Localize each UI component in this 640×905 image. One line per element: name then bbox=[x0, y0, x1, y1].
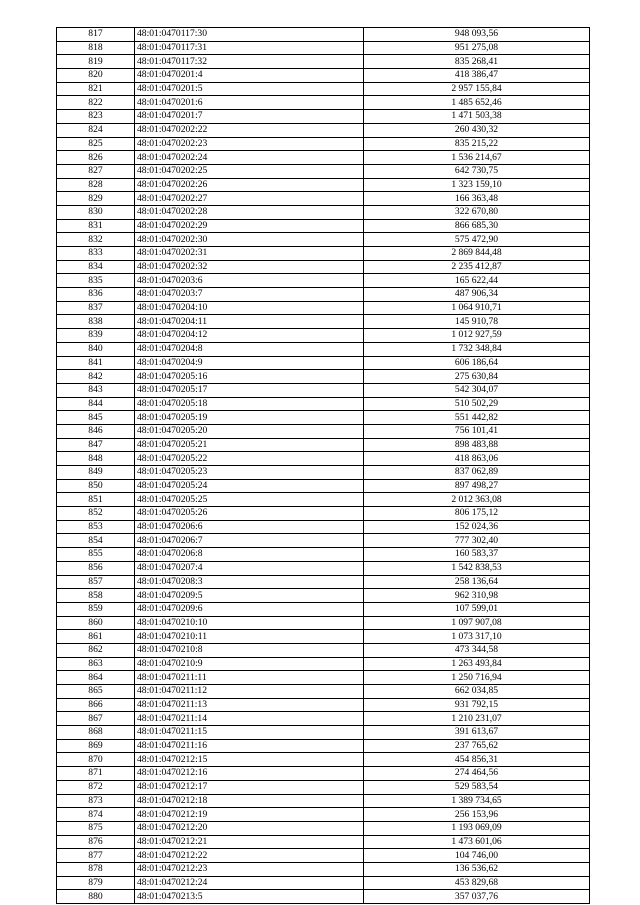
row-number-cell: 835 bbox=[57, 274, 135, 288]
row-number-cell: 843 bbox=[57, 383, 135, 397]
cadastral-number-cell: 48:01:0470211:14 bbox=[135, 712, 364, 726]
cadastral-value-cell: 2 235 412,87 bbox=[364, 260, 590, 274]
table-row bbox=[57, 411, 590, 425]
cadastral-number-cell: 48:01:0470205:26 bbox=[135, 507, 364, 521]
cadastral-value-cell: 2 869 844,48 bbox=[364, 247, 590, 261]
table-row bbox=[57, 356, 590, 370]
table-row bbox=[57, 192, 590, 206]
table-row bbox=[57, 288, 590, 302]
table-row bbox=[57, 876, 590, 890]
row-number-cell: 842 bbox=[57, 370, 135, 384]
cadastral-value-cell: 551 442,82 bbox=[364, 411, 590, 425]
cadastral-number-cell: 48:01:0470209:5 bbox=[135, 589, 364, 603]
row-number-cell: 849 bbox=[57, 466, 135, 480]
cadastral-number-cell: 48:01:0470204:8 bbox=[135, 342, 364, 356]
cadastral-number-cell: 48:01:0470202:27 bbox=[135, 192, 364, 206]
cadastral-value-cell: 951 275,08 bbox=[364, 41, 590, 55]
cadastral-value-cell: 152 024,36 bbox=[364, 520, 590, 534]
cadastral-number-cell: 48:01:0470212:21 bbox=[135, 835, 364, 849]
table-row bbox=[57, 123, 590, 137]
table-row bbox=[57, 260, 590, 274]
row-number-cell: 818 bbox=[57, 41, 135, 55]
cadastral-value-cell: 256 153,96 bbox=[364, 808, 590, 822]
row-number-cell: 872 bbox=[57, 780, 135, 794]
row-number-cell: 819 bbox=[57, 55, 135, 69]
table-row bbox=[57, 726, 590, 740]
row-number-cell: 850 bbox=[57, 479, 135, 493]
cadastral-value-cell: 160 583,37 bbox=[364, 548, 590, 562]
cadastral-number-cell: 48:01:0470212:24 bbox=[135, 876, 364, 890]
row-number-cell: 825 bbox=[57, 137, 135, 151]
cadastral-value-cell: 2 012 363,08 bbox=[364, 493, 590, 507]
cadastral-number-cell: 48:01:0470201:6 bbox=[135, 96, 364, 110]
table-row bbox=[57, 602, 590, 616]
cadastral-value-cell: 1 073 317,10 bbox=[364, 630, 590, 644]
row-number-cell: 826 bbox=[57, 151, 135, 165]
row-number-cell: 844 bbox=[57, 397, 135, 411]
cadastral-number-cell: 48:01:0470207:4 bbox=[135, 561, 364, 575]
cadastral-value-cell: 756 101,41 bbox=[364, 424, 590, 438]
row-number-cell: 847 bbox=[57, 438, 135, 452]
row-number-cell: 864 bbox=[57, 671, 135, 685]
table-row bbox=[57, 301, 590, 315]
row-number-cell: 870 bbox=[57, 753, 135, 767]
table-row bbox=[57, 383, 590, 397]
row-number-cell: 878 bbox=[57, 862, 135, 876]
cadastral-number-cell: 48:01:0470203:6 bbox=[135, 274, 364, 288]
row-number-cell: 820 bbox=[57, 69, 135, 83]
cadastral-value-cell: 473 344,58 bbox=[364, 643, 590, 657]
cadastral-number-cell: 48:01:0470206:7 bbox=[135, 534, 364, 548]
row-number-cell: 876 bbox=[57, 835, 135, 849]
cadastral-value-cell: 510 502,29 bbox=[364, 397, 590, 411]
cadastral-value-cell: 777 302,40 bbox=[364, 534, 590, 548]
cadastral-value-cell: 1 263 493,84 bbox=[364, 657, 590, 671]
cadastral-value-cell: 1 210 231,07 bbox=[364, 712, 590, 726]
cadastral-value-cell: 866 685,30 bbox=[364, 219, 590, 233]
cadastral-value-cell: 642 730,75 bbox=[364, 164, 590, 178]
row-number-cell: 861 bbox=[57, 630, 135, 644]
row-number-cell: 833 bbox=[57, 247, 135, 261]
cadastral-value-cell: 1 250 716,94 bbox=[364, 671, 590, 685]
cadastral-number-cell: 48:01:0470203:7 bbox=[135, 288, 364, 302]
table-row bbox=[57, 315, 590, 329]
cadastral-number-cell: 48:01:0470211:16 bbox=[135, 739, 364, 753]
cadastral-number-cell: 48:01:0470205:16 bbox=[135, 370, 364, 384]
row-number-cell: 822 bbox=[57, 96, 135, 110]
cadastral-value-cell: 104 746,00 bbox=[364, 849, 590, 863]
row-number-cell: 862 bbox=[57, 643, 135, 657]
table-row bbox=[57, 41, 590, 55]
table-row bbox=[57, 479, 590, 493]
cadastral-number-cell: 48:01:0470202:31 bbox=[135, 247, 364, 261]
cadastral-number-cell: 48:01:0470205:18 bbox=[135, 397, 364, 411]
cadastral-number-cell: 48:01:0470212:18 bbox=[135, 794, 364, 808]
cadastral-number-cell: 48:01:0470202:30 bbox=[135, 233, 364, 247]
cadastral-number-cell: 48:01:0470205:19 bbox=[135, 411, 364, 425]
cadastral-value-cell: 275 630,84 bbox=[364, 370, 590, 384]
row-number-cell: 857 bbox=[57, 575, 135, 589]
cadastral-value-cell: 529 583,54 bbox=[364, 780, 590, 794]
table-row bbox=[57, 589, 590, 603]
cadastral-number-cell: 48:01:0470211:15 bbox=[135, 726, 364, 740]
cadastral-value-table bbox=[56, 27, 590, 904]
row-number-cell: 841 bbox=[57, 356, 135, 370]
table-row bbox=[57, 233, 590, 247]
row-number-cell: 837 bbox=[57, 301, 135, 315]
cadastral-number-cell: 48:01:0470202:23 bbox=[135, 137, 364, 151]
table-row bbox=[57, 712, 590, 726]
table-row bbox=[57, 370, 590, 384]
table-row bbox=[57, 452, 590, 466]
table-row bbox=[57, 329, 590, 343]
cadastral-value-cell: 1 473 601,06 bbox=[364, 835, 590, 849]
cadastral-value-cell: 487 906,34 bbox=[364, 288, 590, 302]
cadastral-value-cell: 2 957 155,84 bbox=[364, 82, 590, 96]
cadastral-number-cell: 48:01:0470212:22 bbox=[135, 849, 364, 863]
table-row bbox=[57, 205, 590, 219]
table-row bbox=[57, 247, 590, 261]
row-number-cell: 828 bbox=[57, 178, 135, 192]
cadastral-value-cell: 166 363,48 bbox=[364, 192, 590, 206]
cadastral-value-cell: 835 215,22 bbox=[364, 137, 590, 151]
cadastral-number-cell: 48:01:0470204:12 bbox=[135, 329, 364, 343]
cadastral-value-cell: 575 472,90 bbox=[364, 233, 590, 247]
cadastral-number-cell: 48:01:0470201:4 bbox=[135, 69, 364, 83]
table-row bbox=[57, 643, 590, 657]
row-number-cell: 855 bbox=[57, 548, 135, 562]
row-number-cell: 848 bbox=[57, 452, 135, 466]
cadastral-value-cell: 962 310,98 bbox=[364, 589, 590, 603]
cadastral-number-cell: 48:01:0470202:25 bbox=[135, 164, 364, 178]
row-number-cell: 817 bbox=[57, 28, 135, 42]
cadastral-number-cell: 48:01:0470210:11 bbox=[135, 630, 364, 644]
table-row bbox=[57, 657, 590, 671]
cadastral-number-cell: 48:01:0470205:23 bbox=[135, 466, 364, 480]
cadastral-number-cell: 48:01:0470211:12 bbox=[135, 685, 364, 699]
table-row bbox=[57, 424, 590, 438]
table-row bbox=[57, 137, 590, 151]
cadastral-value-cell: 662 034,85 bbox=[364, 685, 590, 699]
cadastral-number-cell: 48:01:0470205:21 bbox=[135, 438, 364, 452]
row-number-cell: 852 bbox=[57, 507, 135, 521]
row-number-cell: 866 bbox=[57, 698, 135, 712]
table-row bbox=[57, 890, 590, 904]
cadastral-value-cell: 837 062,89 bbox=[364, 466, 590, 480]
table-row bbox=[57, 493, 590, 507]
cadastral-number-cell: 48:01:0470202:29 bbox=[135, 219, 364, 233]
row-number-cell: 875 bbox=[57, 821, 135, 835]
table-row bbox=[57, 110, 590, 124]
cadastral-value-cell: 1 536 214,67 bbox=[364, 151, 590, 165]
row-number-cell: 859 bbox=[57, 602, 135, 616]
row-number-cell: 831 bbox=[57, 219, 135, 233]
row-number-cell: 868 bbox=[57, 726, 135, 740]
cadastral-number-cell: 48:01:0470202:26 bbox=[135, 178, 364, 192]
cadastral-value-cell: 1 471 503,38 bbox=[364, 110, 590, 124]
row-number-cell: 851 bbox=[57, 493, 135, 507]
table-row bbox=[57, 548, 590, 562]
table-row bbox=[57, 780, 590, 794]
table-row bbox=[57, 739, 590, 753]
row-number-cell: 830 bbox=[57, 205, 135, 219]
cadastral-value-cell: 107 599,01 bbox=[364, 602, 590, 616]
cadastral-value-cell: 136 536,62 bbox=[364, 862, 590, 876]
cadastral-number-cell: 48:01:0470202:24 bbox=[135, 151, 364, 165]
cadastral-number-cell: 48:01:0470211:13 bbox=[135, 698, 364, 712]
table-row bbox=[57, 671, 590, 685]
cadastral-number-cell: 48:01:0470210:9 bbox=[135, 657, 364, 671]
row-number-cell: 838 bbox=[57, 315, 135, 329]
cadastral-value-cell: 948 093,56 bbox=[364, 28, 590, 42]
row-number-cell: 869 bbox=[57, 739, 135, 753]
row-number-cell: 874 bbox=[57, 808, 135, 822]
cadastral-value-cell: 322 670,80 bbox=[364, 205, 590, 219]
cadastral-number-cell: 48:01:0470205:25 bbox=[135, 493, 364, 507]
row-number-cell: 853 bbox=[57, 520, 135, 534]
row-number-cell: 858 bbox=[57, 589, 135, 603]
cadastral-value-cell: 835 268,41 bbox=[364, 55, 590, 69]
table-row bbox=[57, 698, 590, 712]
table-row bbox=[57, 28, 590, 42]
table-row bbox=[57, 151, 590, 165]
cadastral-number-cell: 48:01:0470204:9 bbox=[135, 356, 364, 370]
cadastral-number-cell: 48:01:0470204:10 bbox=[135, 301, 364, 315]
cadastral-number-cell: 48:01:0470206:6 bbox=[135, 520, 364, 534]
cadastral-value-cell: 1 542 838,53 bbox=[364, 561, 590, 575]
cadastral-number-cell: 48:01:0470212:20 bbox=[135, 821, 364, 835]
cadastral-value-cell: 454 856,31 bbox=[364, 753, 590, 767]
table-row bbox=[57, 178, 590, 192]
row-number-cell: 846 bbox=[57, 424, 135, 438]
cadastral-number-cell: 48:01:0470202:28 bbox=[135, 205, 364, 219]
cadastral-value-cell: 237 765,62 bbox=[364, 739, 590, 753]
cadastral-number-cell: 48:01:0470201:5 bbox=[135, 82, 364, 96]
cadastral-value-cell: 1 064 910,71 bbox=[364, 301, 590, 315]
table-row bbox=[57, 753, 590, 767]
table-body bbox=[57, 28, 590, 904]
table-row bbox=[57, 520, 590, 534]
cadastral-value-cell: 542 304,07 bbox=[364, 383, 590, 397]
row-number-cell: 829 bbox=[57, 192, 135, 206]
cadastral-value-cell: 145 910,78 bbox=[364, 315, 590, 329]
table-row bbox=[57, 69, 590, 83]
cadastral-number-cell: 48:01:0470202:32 bbox=[135, 260, 364, 274]
row-number-cell: 873 bbox=[57, 794, 135, 808]
cadastral-value-cell: 606 186,64 bbox=[364, 356, 590, 370]
cadastral-value-cell: 1 097 907,08 bbox=[364, 616, 590, 630]
cadastral-value-cell: 1 323 159,10 bbox=[364, 178, 590, 192]
table-row bbox=[57, 808, 590, 822]
row-number-cell: 832 bbox=[57, 233, 135, 247]
cadastral-value-cell: 453 829,68 bbox=[364, 876, 590, 890]
cadastral-value-cell: 897 498,27 bbox=[364, 479, 590, 493]
cadastral-value-cell: 1 012 927,59 bbox=[364, 329, 590, 343]
cadastral-value-cell: 418 386,47 bbox=[364, 69, 590, 83]
cadastral-value-cell: 260 430,32 bbox=[364, 123, 590, 137]
row-number-cell: 827 bbox=[57, 164, 135, 178]
cadastral-value-cell: 274 464,56 bbox=[364, 767, 590, 781]
table-row bbox=[57, 507, 590, 521]
cadastral-number-cell: 48:01:0470208:3 bbox=[135, 575, 364, 589]
table-row bbox=[57, 55, 590, 69]
row-number-cell: 836 bbox=[57, 288, 135, 302]
table-row bbox=[57, 82, 590, 96]
table-row bbox=[57, 164, 590, 178]
cadastral-number-cell: 48:01:0470204:11 bbox=[135, 315, 364, 329]
cadastral-number-cell: 48:01:0470117:31 bbox=[135, 41, 364, 55]
cadastral-number-cell: 48:01:0470212:23 bbox=[135, 862, 364, 876]
row-number-cell: 839 bbox=[57, 329, 135, 343]
table-row bbox=[57, 397, 590, 411]
row-number-cell: 824 bbox=[57, 123, 135, 137]
cadastral-number-cell: 48:01:0470202:22 bbox=[135, 123, 364, 137]
cadastral-value-cell: 898 483,88 bbox=[364, 438, 590, 452]
table-row bbox=[57, 685, 590, 699]
row-number-cell: 877 bbox=[57, 849, 135, 863]
table-row bbox=[57, 534, 590, 548]
row-number-cell: 860 bbox=[57, 616, 135, 630]
cadastral-value-cell: 931 792,15 bbox=[364, 698, 590, 712]
row-number-cell: 865 bbox=[57, 685, 135, 699]
table-row bbox=[57, 466, 590, 480]
cadastral-value-cell: 806 175,12 bbox=[364, 507, 590, 521]
row-number-cell: 845 bbox=[57, 411, 135, 425]
table-row bbox=[57, 835, 590, 849]
cadastral-number-cell: 48:01:0470117:30 bbox=[135, 28, 364, 42]
table-row bbox=[57, 862, 590, 876]
cadastral-value-cell: 1 485 652,46 bbox=[364, 96, 590, 110]
cadastral-number-cell: 48:01:0470212:17 bbox=[135, 780, 364, 794]
row-number-cell: 856 bbox=[57, 561, 135, 575]
cadastral-number-cell: 48:01:0470201:7 bbox=[135, 110, 364, 124]
table-row bbox=[57, 274, 590, 288]
cadastral-value-cell: 1 732 348,84 bbox=[364, 342, 590, 356]
cadastral-number-cell: 48:01:0470205:22 bbox=[135, 452, 364, 466]
row-number-cell: 854 bbox=[57, 534, 135, 548]
cadastral-number-cell: 48:01:0470212:16 bbox=[135, 767, 364, 781]
cadastral-number-cell: 48:01:0470211:11 bbox=[135, 671, 364, 685]
cadastral-number-cell: 48:01:0470210:8 bbox=[135, 643, 364, 657]
cadastral-number-cell: 48:01:0470205:24 bbox=[135, 479, 364, 493]
row-number-cell: 871 bbox=[57, 767, 135, 781]
table-row bbox=[57, 96, 590, 110]
table-row bbox=[57, 821, 590, 835]
cadastral-number-cell: 48:01:0470212:19 bbox=[135, 808, 364, 822]
table-row bbox=[57, 575, 590, 589]
cadastral-value-cell: 391 613,67 bbox=[364, 726, 590, 740]
row-number-cell: 867 bbox=[57, 712, 135, 726]
cadastral-number-cell: 48:01:0470205:17 bbox=[135, 383, 364, 397]
cadastral-number-cell: 48:01:0470212:15 bbox=[135, 753, 364, 767]
row-number-cell: 879 bbox=[57, 876, 135, 890]
table-row bbox=[57, 794, 590, 808]
row-number-cell: 880 bbox=[57, 890, 135, 904]
cadastral-number-cell: 48:01:0470205:20 bbox=[135, 424, 364, 438]
cadastral-number-cell: 48:01:0470209:6 bbox=[135, 602, 364, 616]
row-number-cell: 840 bbox=[57, 342, 135, 356]
cadastral-number-cell: 48:01:0470210:10 bbox=[135, 616, 364, 630]
cadastral-number-cell: 48:01:0470206:8 bbox=[135, 548, 364, 562]
table-row bbox=[57, 438, 590, 452]
table-row bbox=[57, 219, 590, 233]
row-number-cell: 834 bbox=[57, 260, 135, 274]
table-row bbox=[57, 849, 590, 863]
row-number-cell: 821 bbox=[57, 82, 135, 96]
cadastral-number-cell: 48:01:0470213:5 bbox=[135, 890, 364, 904]
cadastral-value-cell: 1 193 069,09 bbox=[364, 821, 590, 835]
cadastral-value-cell: 418 863,06 bbox=[364, 452, 590, 466]
cadastral-value-cell: 165 622,44 bbox=[364, 274, 590, 288]
table-row bbox=[57, 561, 590, 575]
table-row bbox=[57, 616, 590, 630]
cadastral-value-cell: 357 037,76 bbox=[364, 890, 590, 904]
table-row bbox=[57, 342, 590, 356]
table-row bbox=[57, 767, 590, 781]
row-number-cell: 823 bbox=[57, 110, 135, 124]
table-row bbox=[57, 630, 590, 644]
cadastral-value-cell: 258 136,64 bbox=[364, 575, 590, 589]
row-number-cell: 863 bbox=[57, 657, 135, 671]
cadastral-value-cell: 1 389 734,65 bbox=[364, 794, 590, 808]
cadastral-number-cell: 48:01:0470117:32 bbox=[135, 55, 364, 69]
